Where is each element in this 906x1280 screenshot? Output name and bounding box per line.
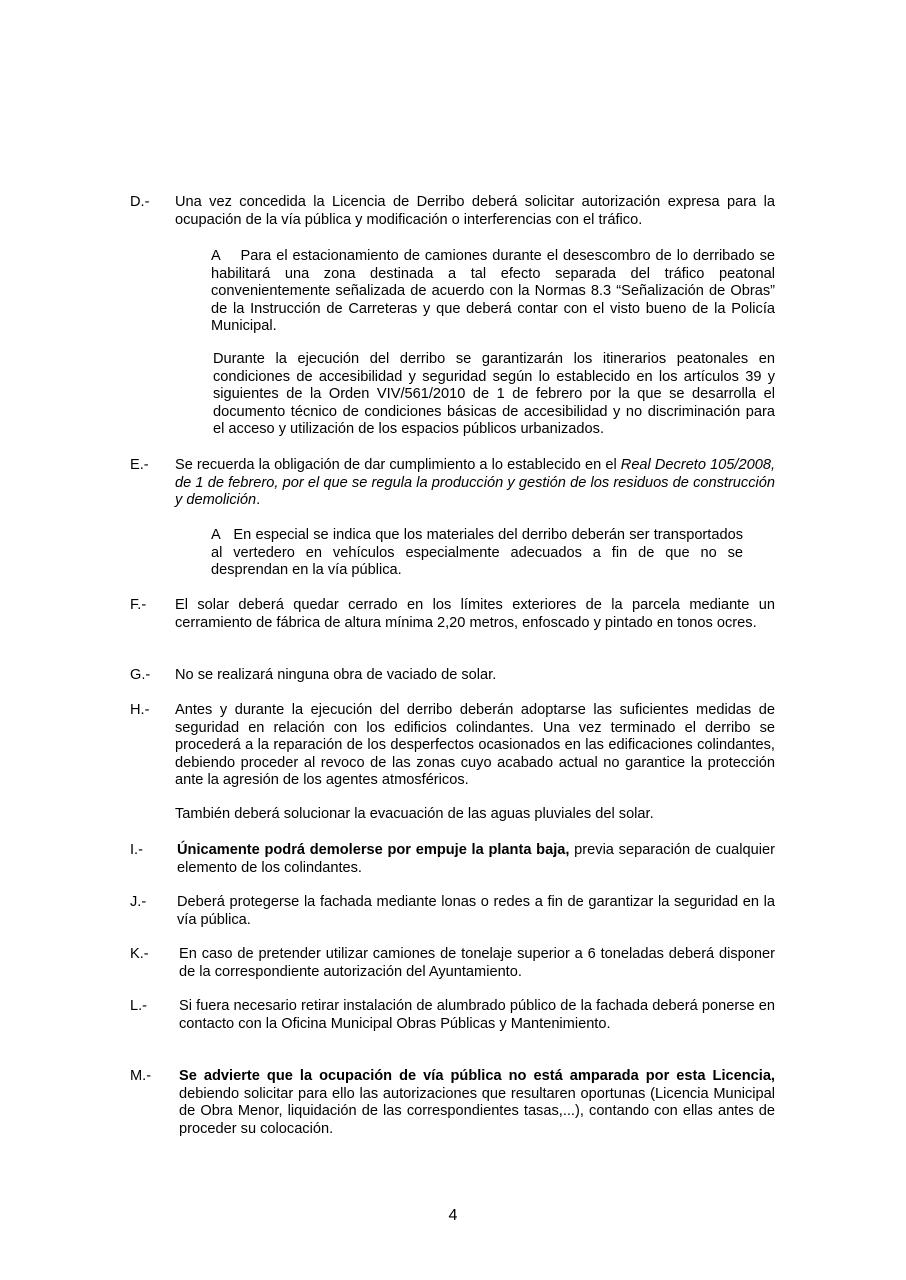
subitem-marker: A	[211, 248, 221, 264]
clause-text-2: También deberá solucionar la evacuación de las aguas pluviales del solar.	[175, 806, 654, 822]
page-number: 4	[448, 1207, 458, 1224]
subitem-marker: A	[211, 527, 221, 543]
clause-letter: G.-	[130, 667, 151, 683]
clause-text: Si fuera necesario retirar instalación de alumbrado público de la fachada deberá ponerse en contacto con la Oficina Municipal Obras Públicas y Mantenimiento.	[179, 998, 775, 1032]
subitem-text: Para el estacionamiento de camiones durante el desescombro de lo derribado se habilitará una zona destinada a tal efecto separada del tráfico peatonal convenientemente señalizada de acuerdo con la Normas 8.3 “Señalización de Obras” de la Instrucción de Carreteras y que deberá contar con el visto bueno de la Policía Municipal.	[211, 248, 775, 335]
clause-text: Se advierte que la ocupación de vía pública no está amparada por esta Licencia, debiendo solicitar para ello las autorizaciones que resultaren oportunas (Licencia Municipal de Obra Menor, liquidación de las correspondientes tasas,...), contando con ellas antes de proceder su colocación.	[179, 1068, 775, 1137]
clause-letter: J.-	[130, 894, 147, 910]
clause-text: Una vez concedida la Licencia de Derribo deberá solicitar autorización expresa para la ocupación de la vía pública y modificación o interferencias con el tráfico.	[175, 194, 775, 228]
clause-letter: K.-	[130, 946, 149, 962]
clause-d-paragraph: Durante la ejecución del derribo se garantizarán los itinerarios peatonales en condiciones de accesibilidad y seguridad según lo establecido en los artículos 39 y siguientes de la Orden VIV/561/2010 de 1 de febrero por la que se desarrolla el documento técnico de condiciones básicas de accesibilidad y no discriminación para el acceso y utilización de los espacios públicos urbanizados.	[213, 351, 775, 438]
clause-text: Antes y durante la ejecución del derribo deberán adoptarse las suficientes medidas de seguridad en relación con los edificios colindantes. Una vez terminado el derribo se procederá a la reparación de los desperfectos ocasionados en las edificaciones colindantes, debiendo proceder al revoco de las zonas cuyo acabado actual no garantice la protección ante la agresión de los agentes atmosféricos.	[175, 702, 775, 789]
emphasis: Únicamente podrá demolerse por empuje la planta baja,	[177, 842, 570, 858]
clause-d-subitem-a	[211, 248, 775, 336]
clause-letter: L.-	[130, 998, 148, 1014]
clause-text: Se recuerda la obligación de dar cumplimiento a lo establecido en el Real Decreto 105/2008, de 1 de febrero, por el que se regula la producción y gestión de los residuos de construcción y demolición.	[175, 457, 775, 509]
decree-reference: Real Decreto 105/2008, de 1 de febrero, por el que se regula la producción y gestión de los residuos de construcción y demolición	[175, 457, 775, 509]
clause-letter: M.-	[130, 1068, 152, 1084]
clause-letter: D.-	[130, 194, 150, 210]
emphasis: Se advierte que la ocupación de vía pública no está amparada por esta Licencia,	[179, 1068, 775, 1084]
clause-text: Deberá protegerse la fachada mediante lonas o redes a fin de garantizar la seguridad en la vía pública.	[177, 894, 775, 928]
clause-text: El solar deberá quedar cerrado en los límites exteriores de la parcela mediante un cerramiento de fábrica de altura mínima 2,20 metros, enfoscado y pintado en tonos ocres.	[175, 597, 775, 631]
clause-text: En caso de pretender utilizar camiones de tonelaje superior a 6 toneladas deberá disponer de la correspondiente autorización del Ayuntamiento.	[179, 946, 775, 980]
clause-letter: F.-	[130, 597, 147, 613]
clause-letter: I.-	[130, 842, 143, 858]
clause-e-subitem-a	[211, 527, 743, 580]
subitem-text: En especial se indica que los materiales del derribo deberán ser transportados al vertedero en vehículos especialmente adecuados a fin de que no se desprendan en la vía pública.	[211, 527, 743, 579]
clause-text: No se realizará ninguna obra de vaciado de solar.	[175, 667, 497, 683]
clause-text: Únicamente podrá demolerse por empuje la planta baja, previa separación de cualquier elemento de los colindantes.	[177, 842, 775, 876]
clause-letter: E.-	[130, 457, 149, 473]
clause-letter: H.-	[130, 702, 150, 718]
